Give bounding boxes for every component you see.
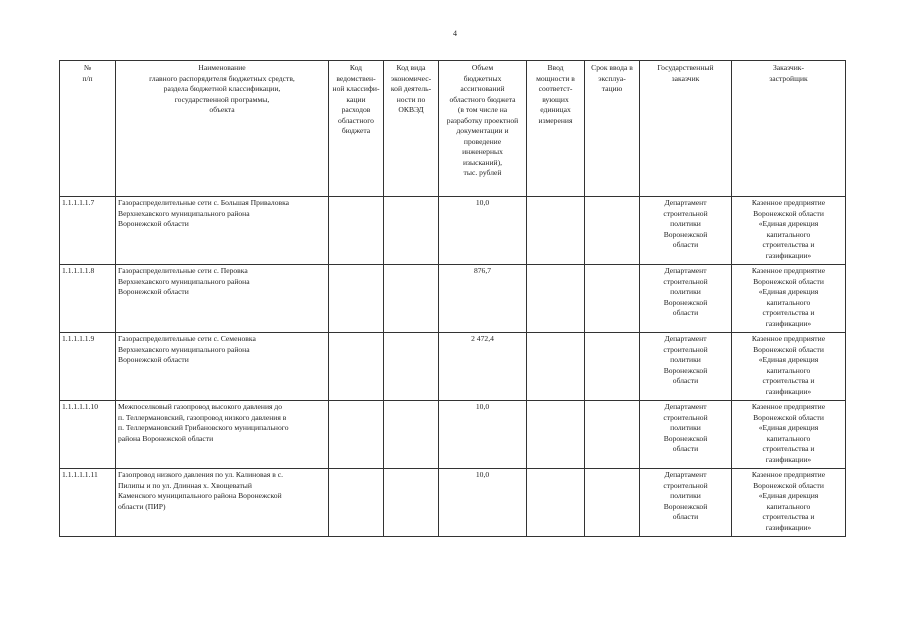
header-name: Наименование главного распорядителя бюджетных средств, раздела бюджетной классификации, государственной программы, объекта [116,61,329,197]
row-commission [585,265,640,333]
row-developer: Казенное предприятие Воронежской области «Единая дирекция капитального строительства и газификации» [732,197,846,265]
row-commission [585,197,640,265]
table-row [60,197,846,265]
header-commission: Срок ввода в эксплуа- тацию [585,61,640,197]
row-customer: Департамент строительной политики Воронежской области [640,197,732,265]
row-developer: Казенное предприятие Воронежской области «Единая дирекция капитального строительства и газификации» [732,401,846,469]
header-developer: Заказчик- застройщик [732,61,846,197]
row-num: 1.1.1.1.1.9 [60,333,116,401]
row-capacity [527,197,585,265]
row-commission [585,333,640,401]
row-volume: 2 472,4 [439,333,527,401]
row-volume: 10,0 [439,197,527,265]
row-capacity [527,333,585,401]
row-num: 1.1.1.1.1.8 [60,265,116,333]
row-okved [384,197,439,265]
row-developer: Казенное предприятие Воронежской области «Единая дирекция капитального строительства и газификации» [732,333,846,401]
table-row [60,401,846,469]
row-okved [384,469,439,537]
budget-table [59,60,846,537]
row-okved [384,401,439,469]
row-developer: Казенное предприятие Воронежской области «Единая дирекция капитального строительства и газификации» [732,469,846,537]
row-customer: Департамент строительной политики Воронежской области [640,265,732,333]
row-okved [384,333,439,401]
header-volume: Объем бюджетных ассигнований областного бюджета (в том числе на разработку проектной документации и проведение инженерных изысканий), тыс. рублей [439,61,527,197]
row-customer: Департамент строительной политики Воронежской области [640,333,732,401]
row-dept-code [329,333,384,401]
row-customer: Департамент строительной политики Воронежской области [640,401,732,469]
page-number: 4 [453,29,457,38]
header-okved: Код вида экономичес- кой деятель- ности по ОКВЭД [384,61,439,197]
row-developer: Казенное предприятие Воронежской области «Единая дирекция капитального строительства и газификации» [732,265,846,333]
row-customer: Департамент строительной политики Воронежской области [640,469,732,537]
row-name: Газораспределительные сети с. Семеновка Верхнехавского муниципального района Воронежской области [116,333,329,401]
row-name: Газораспределительные сети с. Перовка Верхнехавского муниципального района Воронежской области [116,265,329,333]
row-dept-code [329,265,384,333]
row-name: Газораспределительные сети с. Большая Приваловка Верхнехавского муниципального района Воронежской области [116,197,329,265]
row-volume: 10,0 [439,401,527,469]
row-dept-code [329,401,384,469]
row-num: 1.1.1.1.1.11 [60,469,116,537]
row-name: Газопровод низкого давления по ул. Калиновая в с. Пилипы и по ул. Длинная х. Хвощеватый Каменского муниципального района Воронежской области (ПИР) [116,469,329,537]
row-dept-code [329,469,384,537]
row-volume: 10,0 [439,469,527,537]
header-customer: Государственный заказчик [640,61,732,197]
row-name: Межпоселковый газопровод высокого давления до п. Теллермановский, газопровод низкого давления в п. Теллермановский Грибановского муниципального района Воронежской области [116,401,329,469]
table-row [60,469,846,537]
row-commission [585,401,640,469]
row-dept-code [329,197,384,265]
row-volume: 876,7 [439,265,527,333]
table-row [60,265,846,333]
header-dept-code: Код ведомствен- ной классифи- кации расходов областного бюджета [329,61,384,197]
row-num: 1.1.1.1.1.7 [60,197,116,265]
row-okved [384,265,439,333]
row-capacity [527,265,585,333]
row-capacity [527,401,585,469]
row-num: 1.1.1.1.1.10 [60,401,116,469]
header-capacity: Ввод мощности в соответст- вующих единицах измерения [527,61,585,197]
row-capacity [527,469,585,537]
row-commission [585,469,640,537]
header-num: № п/п [60,61,116,197]
table-header-row [60,61,846,197]
table-row [60,333,846,401]
